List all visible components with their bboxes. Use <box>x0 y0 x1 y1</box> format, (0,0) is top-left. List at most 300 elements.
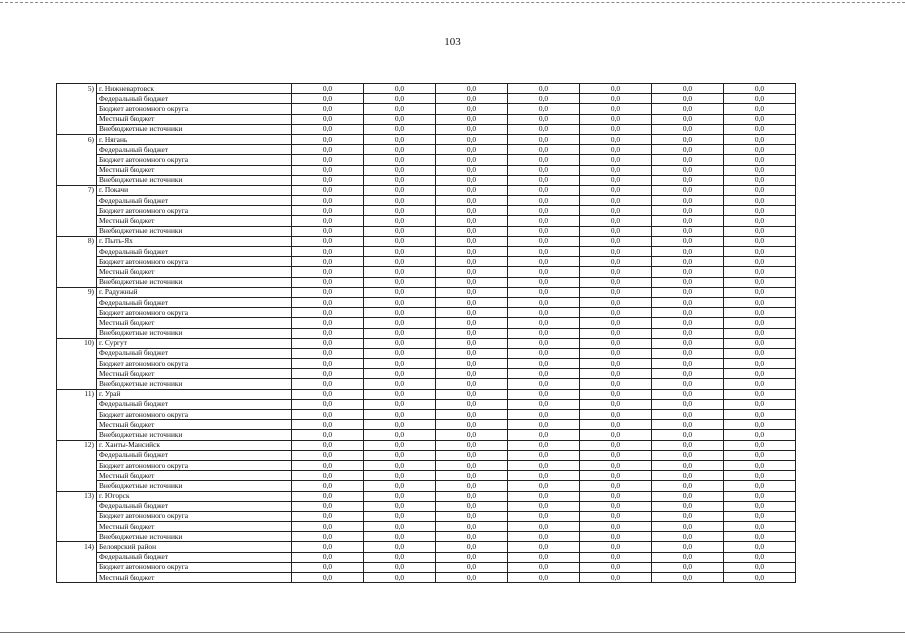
value-cell: 0,0 <box>436 277 508 287</box>
funding-source-cell: Бюджет автономного округа <box>97 206 292 216</box>
group-row <box>57 287 796 297</box>
value-cell: 0,0 <box>724 124 796 134</box>
value-cell: 0,0 <box>652 532 724 542</box>
source-row <box>57 369 796 379</box>
value-cell: 0,0 <box>652 175 724 185</box>
value-cell: 0,0 <box>580 318 652 328</box>
source-row <box>57 399 796 409</box>
value-cell: 0,0 <box>292 338 364 348</box>
row-number-cell <box>57 165 97 175</box>
value-cell: 0,0 <box>364 226 436 236</box>
value-cell: 0,0 <box>724 410 796 420</box>
value-cell: 0,0 <box>652 165 724 175</box>
value-cell: 0,0 <box>364 236 436 246</box>
funding-source-cell: Местный бюджет <box>97 522 292 532</box>
value-cell: 0,0 <box>508 471 580 481</box>
value-cell: 0,0 <box>508 440 580 450</box>
row-number-cell <box>57 471 97 481</box>
value-cell: 0,0 <box>436 522 508 532</box>
funding-source-cell: Внебюджетные источники <box>97 175 292 185</box>
value-cell: 0,0 <box>652 399 724 409</box>
value-cell: 0,0 <box>508 552 580 562</box>
value-cell: 0,0 <box>724 267 796 277</box>
scan-edge-top <box>0 2 905 3</box>
value-cell: 0,0 <box>724 84 796 94</box>
source-row <box>57 460 796 470</box>
value-cell: 0,0 <box>364 379 436 389</box>
value-cell: 0,0 <box>580 134 652 144</box>
value-cell: 0,0 <box>364 175 436 185</box>
value-cell: 0,0 <box>436 542 508 552</box>
scan-edge-bottom <box>0 632 905 633</box>
value-cell: 0,0 <box>652 206 724 216</box>
value-cell: 0,0 <box>436 348 508 358</box>
value-cell: 0,0 <box>508 420 580 430</box>
municipality-name-cell: г. Нягань <box>97 134 292 144</box>
value-cell: 0,0 <box>652 410 724 420</box>
value-cell: 0,0 <box>508 155 580 165</box>
funding-source-cell: Федеральный бюджет <box>97 196 292 206</box>
source-row <box>57 420 796 430</box>
value-cell: 0,0 <box>580 257 652 267</box>
source-row <box>57 511 796 521</box>
row-number-cell <box>57 481 97 491</box>
value-cell: 0,0 <box>580 460 652 470</box>
value-cell: 0,0 <box>724 359 796 369</box>
value-cell: 0,0 <box>292 196 364 206</box>
value-cell: 0,0 <box>508 562 580 572</box>
source-row <box>57 206 796 216</box>
value-cell: 0,0 <box>436 267 508 277</box>
value-cell: 0,0 <box>292 277 364 287</box>
value-cell: 0,0 <box>508 369 580 379</box>
value-cell: 0,0 <box>724 399 796 409</box>
funding-source-cell: Федеральный бюджет <box>97 399 292 409</box>
municipality-name-cell: г. Сургут <box>97 338 292 348</box>
value-cell: 0,0 <box>652 338 724 348</box>
value-cell: 0,0 <box>292 573 364 583</box>
value-cell: 0,0 <box>364 216 436 226</box>
row-number-cell <box>57 552 97 562</box>
source-row <box>57 94 796 104</box>
value-cell: 0,0 <box>580 196 652 206</box>
value-cell: 0,0 <box>652 460 724 470</box>
value-cell: 0,0 <box>436 185 508 195</box>
value-cell: 0,0 <box>508 94 580 104</box>
value-cell: 0,0 <box>652 379 724 389</box>
value-cell: 0,0 <box>292 175 364 185</box>
value-cell: 0,0 <box>580 369 652 379</box>
row-number-cell <box>57 562 97 572</box>
row-number-cell <box>57 196 97 206</box>
source-row <box>57 450 796 460</box>
value-cell: 0,0 <box>580 420 652 430</box>
value-cell: 0,0 <box>364 471 436 481</box>
funding-source-cell: Местный бюджет <box>97 369 292 379</box>
value-cell: 0,0 <box>436 389 508 399</box>
value-cell: 0,0 <box>508 410 580 420</box>
value-cell: 0,0 <box>508 226 580 236</box>
value-cell: 0,0 <box>436 155 508 165</box>
source-row <box>57 155 796 165</box>
value-cell: 0,0 <box>364 440 436 450</box>
value-cell: 0,0 <box>508 389 580 399</box>
value-cell: 0,0 <box>364 338 436 348</box>
value-cell: 0,0 <box>652 420 724 430</box>
value-cell: 0,0 <box>580 399 652 409</box>
funding-source-cell: Федеральный бюджет <box>97 552 292 562</box>
row-number-cell <box>57 430 97 440</box>
row-number-cell: 12) <box>57 440 97 450</box>
value-cell: 0,0 <box>508 114 580 124</box>
value-cell: 0,0 <box>436 481 508 491</box>
value-cell: 0,0 <box>652 389 724 399</box>
municipality-name-cell: Белоярский район <box>97 542 292 552</box>
value-cell: 0,0 <box>292 257 364 267</box>
source-row <box>57 216 796 226</box>
value-cell: 0,0 <box>652 114 724 124</box>
value-cell: 0,0 <box>580 236 652 246</box>
value-cell: 0,0 <box>364 420 436 430</box>
value-cell: 0,0 <box>724 257 796 267</box>
row-number-cell <box>57 94 97 104</box>
funding-source-cell: Бюджет автономного округа <box>97 155 292 165</box>
value-cell: 0,0 <box>724 155 796 165</box>
value-cell: 0,0 <box>724 379 796 389</box>
value-cell: 0,0 <box>364 460 436 470</box>
value-cell: 0,0 <box>580 348 652 358</box>
value-cell: 0,0 <box>364 328 436 338</box>
value-cell: 0,0 <box>292 308 364 318</box>
value-cell: 0,0 <box>364 318 436 328</box>
value-cell: 0,0 <box>508 501 580 511</box>
funding-source-cell: Федеральный бюджет <box>97 450 292 460</box>
funding-source-cell: Бюджет автономного округа <box>97 359 292 369</box>
funding-source-cell: Внебюджетные источники <box>97 481 292 491</box>
value-cell: 0,0 <box>652 552 724 562</box>
value-cell: 0,0 <box>652 542 724 552</box>
funding-source-cell: Федеральный бюджет <box>97 94 292 104</box>
value-cell: 0,0 <box>580 206 652 216</box>
value-cell: 0,0 <box>364 348 436 358</box>
value-cell: 0,0 <box>652 226 724 236</box>
source-row <box>57 114 796 124</box>
row-number-cell: 6) <box>57 134 97 144</box>
value-cell: 0,0 <box>436 287 508 297</box>
value-cell: 0,0 <box>724 94 796 104</box>
value-cell: 0,0 <box>364 491 436 501</box>
value-cell: 0,0 <box>292 206 364 216</box>
value-cell: 0,0 <box>724 481 796 491</box>
value-cell: 0,0 <box>652 145 724 155</box>
municipality-name-cell: г. Ханты-Мансийск <box>97 440 292 450</box>
value-cell: 0,0 <box>724 430 796 440</box>
value-cell: 0,0 <box>436 511 508 521</box>
funding-source-cell: Бюджет автономного округа <box>97 410 292 420</box>
source-row <box>57 165 796 175</box>
value-cell: 0,0 <box>436 573 508 583</box>
value-cell: 0,0 <box>652 511 724 521</box>
value-cell: 0,0 <box>724 134 796 144</box>
value-cell: 0,0 <box>364 114 436 124</box>
source-row <box>57 257 796 267</box>
value-cell: 0,0 <box>580 247 652 257</box>
value-cell: 0,0 <box>652 501 724 511</box>
value-cell: 0,0 <box>292 124 364 134</box>
source-row <box>57 552 796 562</box>
row-number-cell <box>57 532 97 542</box>
value-cell: 0,0 <box>292 297 364 307</box>
funding-source-cell: Местный бюджет <box>97 267 292 277</box>
value-cell: 0,0 <box>508 124 580 134</box>
row-number-cell <box>57 399 97 409</box>
source-row <box>57 471 796 481</box>
funding-source-cell: Бюджет автономного округа <box>97 257 292 267</box>
value-cell: 0,0 <box>364 532 436 542</box>
value-cell: 0,0 <box>724 471 796 481</box>
source-row <box>57 247 796 257</box>
value-cell: 0,0 <box>436 134 508 144</box>
value-cell: 0,0 <box>508 104 580 114</box>
value-cell: 0,0 <box>508 84 580 94</box>
value-cell: 0,0 <box>580 501 652 511</box>
value-cell: 0,0 <box>724 297 796 307</box>
value-cell: 0,0 <box>580 440 652 450</box>
value-cell: 0,0 <box>292 460 364 470</box>
value-cell: 0,0 <box>292 471 364 481</box>
value-cell: 0,0 <box>436 84 508 94</box>
municipality-name-cell: г. Нижневартовск <box>97 84 292 94</box>
value-cell: 0,0 <box>364 369 436 379</box>
row-number-cell <box>57 297 97 307</box>
value-cell: 0,0 <box>652 287 724 297</box>
value-cell: 0,0 <box>652 216 724 226</box>
value-cell: 0,0 <box>580 124 652 134</box>
municipality-name-cell: г. Югорск <box>97 491 292 501</box>
funding-source-cell: Внебюджетные источники <box>97 430 292 440</box>
group-row <box>57 84 796 94</box>
value-cell: 0,0 <box>292 430 364 440</box>
value-cell: 0,0 <box>364 430 436 440</box>
value-cell: 0,0 <box>292 145 364 155</box>
page-number: 103 <box>444 36 461 48</box>
value-cell: 0,0 <box>292 552 364 562</box>
row-number-cell: 9) <box>57 287 97 297</box>
value-cell: 0,0 <box>292 379 364 389</box>
value-cell: 0,0 <box>580 94 652 104</box>
value-cell: 0,0 <box>436 338 508 348</box>
value-cell: 0,0 <box>580 267 652 277</box>
value-cell: 0,0 <box>436 552 508 562</box>
row-number-cell <box>57 511 97 521</box>
row-number-cell <box>57 501 97 511</box>
row-number-cell <box>57 359 97 369</box>
value-cell: 0,0 <box>436 206 508 216</box>
value-cell: 0,0 <box>292 84 364 94</box>
value-cell: 0,0 <box>508 511 580 521</box>
value-cell: 0,0 <box>436 297 508 307</box>
funding-source-cell: Внебюджетные источники <box>97 226 292 236</box>
row-number-cell <box>57 267 97 277</box>
value-cell: 0,0 <box>724 420 796 430</box>
value-cell: 0,0 <box>580 297 652 307</box>
value-cell: 0,0 <box>364 134 436 144</box>
value-cell: 0,0 <box>652 94 724 104</box>
value-cell: 0,0 <box>292 562 364 572</box>
source-row <box>57 379 796 389</box>
value-cell: 0,0 <box>724 501 796 511</box>
value-cell: 0,0 <box>580 84 652 94</box>
row-number-cell: 10) <box>57 338 97 348</box>
value-cell: 0,0 <box>508 430 580 440</box>
value-cell: 0,0 <box>364 287 436 297</box>
value-cell: 0,0 <box>292 542 364 552</box>
funding-source-cell: Местный бюджет <box>97 420 292 430</box>
value-cell: 0,0 <box>436 257 508 267</box>
source-row <box>57 359 796 369</box>
value-cell: 0,0 <box>292 410 364 420</box>
budget-table <box>56 83 796 583</box>
value-cell: 0,0 <box>508 267 580 277</box>
value-cell: 0,0 <box>292 328 364 338</box>
funding-source-cell: Федеральный бюджет <box>97 297 292 307</box>
value-cell: 0,0 <box>508 247 580 257</box>
row-number-cell <box>57 155 97 165</box>
value-cell: 0,0 <box>508 175 580 185</box>
value-cell: 0,0 <box>436 145 508 155</box>
value-cell: 0,0 <box>436 532 508 542</box>
source-row <box>57 226 796 236</box>
municipality-name-cell: г. Покачи <box>97 185 292 195</box>
value-cell: 0,0 <box>724 145 796 155</box>
value-cell: 0,0 <box>292 185 364 195</box>
value-cell: 0,0 <box>364 206 436 216</box>
value-cell: 0,0 <box>652 318 724 328</box>
value-cell: 0,0 <box>508 328 580 338</box>
value-cell: 0,0 <box>292 440 364 450</box>
value-cell: 0,0 <box>508 145 580 155</box>
row-number-cell <box>57 328 97 338</box>
group-row <box>57 440 796 450</box>
value-cell: 0,0 <box>580 532 652 542</box>
value-cell: 0,0 <box>436 420 508 430</box>
value-cell: 0,0 <box>508 236 580 246</box>
value-cell: 0,0 <box>364 552 436 562</box>
row-number-cell <box>57 247 97 257</box>
row-number-cell <box>57 257 97 267</box>
row-number-cell: 13) <box>57 491 97 501</box>
value-cell: 0,0 <box>652 185 724 195</box>
value-cell: 0,0 <box>364 511 436 521</box>
funding-source-cell: Внебюджетные источники <box>97 328 292 338</box>
source-row <box>57 277 796 287</box>
source-row <box>57 481 796 491</box>
value-cell: 0,0 <box>436 471 508 481</box>
value-cell: 0,0 <box>580 155 652 165</box>
source-row <box>57 145 796 155</box>
value-cell: 0,0 <box>364 257 436 267</box>
value-cell: 0,0 <box>436 247 508 257</box>
value-cell: 0,0 <box>292 501 364 511</box>
value-cell: 0,0 <box>364 145 436 155</box>
value-cell: 0,0 <box>292 134 364 144</box>
source-row <box>57 501 796 511</box>
value-cell: 0,0 <box>652 297 724 307</box>
row-number-cell <box>57 145 97 155</box>
value-cell: 0,0 <box>436 216 508 226</box>
source-row <box>57 348 796 358</box>
value-cell: 0,0 <box>508 216 580 226</box>
funding-source-cell: Местный бюджет <box>97 114 292 124</box>
source-row <box>57 522 796 532</box>
source-row <box>57 532 796 542</box>
row-number-cell: 7) <box>57 185 97 195</box>
group-row <box>57 491 796 501</box>
row-number-cell: 5) <box>57 84 97 94</box>
value-cell: 0,0 <box>292 165 364 175</box>
value-cell: 0,0 <box>724 552 796 562</box>
value-cell: 0,0 <box>652 348 724 358</box>
row-number-cell <box>57 379 97 389</box>
value-cell: 0,0 <box>436 196 508 206</box>
value-cell: 0,0 <box>580 359 652 369</box>
group-row <box>57 338 796 348</box>
row-number-cell <box>57 450 97 460</box>
funding-source-cell: Местный бюджет <box>97 165 292 175</box>
value-cell: 0,0 <box>652 236 724 246</box>
value-cell: 0,0 <box>580 481 652 491</box>
value-cell: 0,0 <box>292 522 364 532</box>
value-cell: 0,0 <box>436 460 508 470</box>
value-cell: 0,0 <box>436 226 508 236</box>
value-cell: 0,0 <box>364 450 436 460</box>
value-cell: 0,0 <box>436 104 508 114</box>
value-cell: 0,0 <box>580 542 652 552</box>
row-number-cell <box>57 277 97 287</box>
row-number-cell: 14) <box>57 542 97 552</box>
value-cell: 0,0 <box>580 491 652 501</box>
value-cell: 0,0 <box>580 185 652 195</box>
value-cell: 0,0 <box>580 165 652 175</box>
value-cell: 0,0 <box>292 481 364 491</box>
source-row <box>57 573 796 583</box>
value-cell: 0,0 <box>724 491 796 501</box>
value-cell: 0,0 <box>580 562 652 572</box>
value-cell: 0,0 <box>292 348 364 358</box>
value-cell: 0,0 <box>364 522 436 532</box>
group-row <box>57 236 796 246</box>
value-cell: 0,0 <box>508 532 580 542</box>
value-cell: 0,0 <box>724 562 796 572</box>
value-cell: 0,0 <box>436 114 508 124</box>
row-number-cell <box>57 318 97 328</box>
value-cell: 0,0 <box>508 257 580 267</box>
row-number-cell <box>57 308 97 318</box>
value-cell: 0,0 <box>364 104 436 114</box>
value-cell: 0,0 <box>364 562 436 572</box>
value-cell: 0,0 <box>724 175 796 185</box>
value-cell: 0,0 <box>364 185 436 195</box>
value-cell: 0,0 <box>724 348 796 358</box>
funding-source-cell: Внебюджетные источники <box>97 532 292 542</box>
value-cell: 0,0 <box>652 134 724 144</box>
value-cell: 0,0 <box>580 104 652 114</box>
value-cell: 0,0 <box>292 114 364 124</box>
value-cell: 0,0 <box>436 328 508 338</box>
value-cell: 0,0 <box>508 206 580 216</box>
value-cell: 0,0 <box>652 471 724 481</box>
group-row <box>57 185 796 195</box>
